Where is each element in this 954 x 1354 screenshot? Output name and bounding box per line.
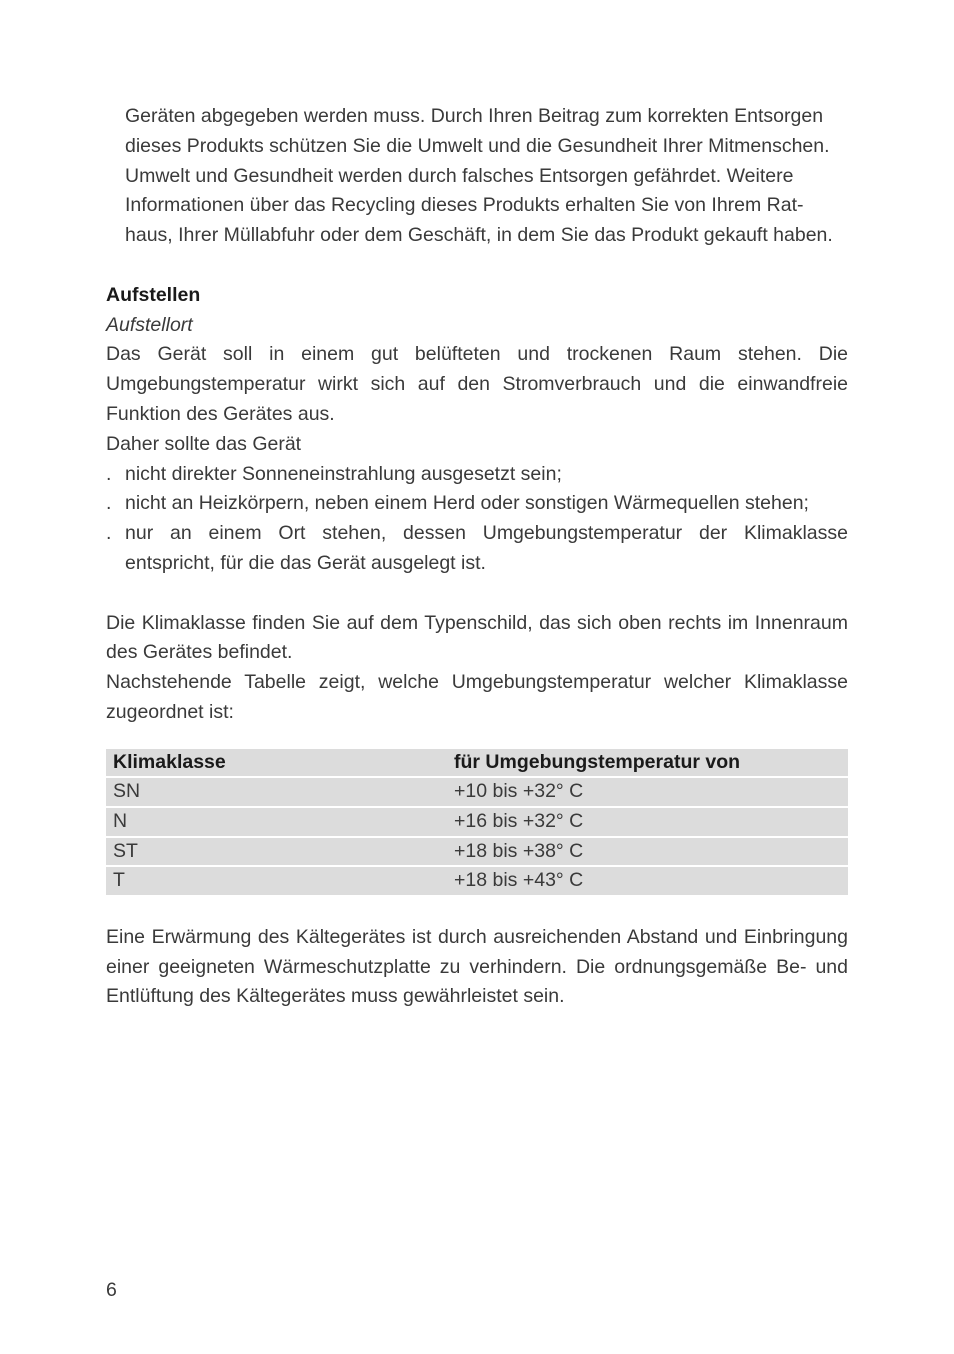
- paragraph-location: Das Gerät soll in einem gut belüfteten und trockenen Raum stehen. Die Umgebungstemperatur wirkt sich auf den Stromverbrauch und die einwandfreie Funktion des Gerätes aus.: [106, 343, 848, 425]
- list-item-text: nicht direkter Sonneneinstrahlung ausgesetzt sein;: [125, 462, 562, 485]
- table-row: [106, 778, 848, 806]
- column-header-class: Klimaklasse: [106, 749, 447, 777]
- spacer: [106, 579, 848, 609]
- page-number: 6: [106, 1279, 117, 1301]
- cell-class: ST: [106, 838, 447, 866]
- cell-class: T: [106, 867, 447, 895]
- list-item-text: nicht an Heizkörpern, neben einem Herd oder sonstigen Wärmequellen stehen;: [125, 492, 809, 515]
- cell-class: N: [106, 808, 447, 836]
- table-row: [106, 838, 848, 866]
- bullet-marker: .: [106, 522, 112, 545]
- intro-line: haus, Ihrer Müllabfuhr oder dem Geschäft, in dem Sie das Produkt gekauft haben.: [125, 224, 833, 247]
- list-item-text: nur an einem Ort stehen, dessen Umgebungstemperatur der Klimaklasse entspricht, für die das Gerät ausgelegt ist.: [125, 522, 848, 574]
- intro-line: Umwelt und Gesundheit werden durch falsches Entsorgen gefährdet. Weitere: [125, 164, 794, 187]
- bullet-marker: .: [106, 462, 112, 485]
- column-header-temperature: für Umgebungstemperatur von: [447, 749, 848, 777]
- cell-temperature: +10 bis +32° C: [447, 778, 848, 806]
- section-subheading: Aufstellort: [106, 313, 193, 336]
- paragraph-therefore: Daher sollte das Gerät: [106, 432, 302, 455]
- spacer: [106, 728, 848, 747]
- section-heading: Aufstellen: [106, 283, 201, 306]
- document-page: [106, 102, 848, 1012]
- paragraph-ventilation: Eine Erwärmung des Kältegerätes ist durch ausreichenden Abstand und Einbringung einer geeigneten Wärmeschutzplatte zu verhindern. Die ordnungsgemäße Be- und Entlüftung des Kältegerätes muss gewährleistet sein.: [106, 925, 848, 1008]
- spacer: [106, 897, 848, 923]
- intro-line: Geräten abgegeben werden muss. Durch Ihren Beitrag zum korrekten Entsorgen: [125, 105, 824, 127]
- list-item: [106, 460, 848, 490]
- list-item: [106, 519, 848, 579]
- cell-temperature: +18 bis +43° C: [447, 867, 848, 895]
- paragraph-rating-plate: Die Klimaklasse finden Sie auf dem Typenschild, das sich oben rechts im Innenraum des Gerätes befindet.: [106, 611, 848, 664]
- list-item: [106, 489, 848, 519]
- cell-temperature: +16 bis +32° C: [447, 808, 848, 836]
- intro-line: Informationen über das Recycling dieses Produkts erhalten Sie von Ihrem Rat-: [125, 194, 804, 217]
- cell-temperature: +18 bis +38° C: [447, 838, 848, 866]
- table-header-row: [106, 749, 848, 777]
- table-row: [106, 808, 848, 836]
- intro-line: dieses Produkts schützen Sie die Umwelt und die Gesundheit Ihrer Mitmenschen.: [125, 134, 830, 157]
- bullet-marker: .: [106, 492, 112, 515]
- table-row: [106, 867, 848, 895]
- climate-class-table: [106, 747, 848, 897]
- spacer: [106, 251, 848, 281]
- intro-paragraph: [106, 102, 848, 251]
- cell-class: SN: [106, 778, 447, 806]
- bullet-list: [106, 460, 848, 579]
- paragraph-table-intro: Nachstehende Tabelle zeigt, welche Umgebungstemperatur welcher Klimaklasse zugeordnet ist:: [106, 671, 848, 723]
